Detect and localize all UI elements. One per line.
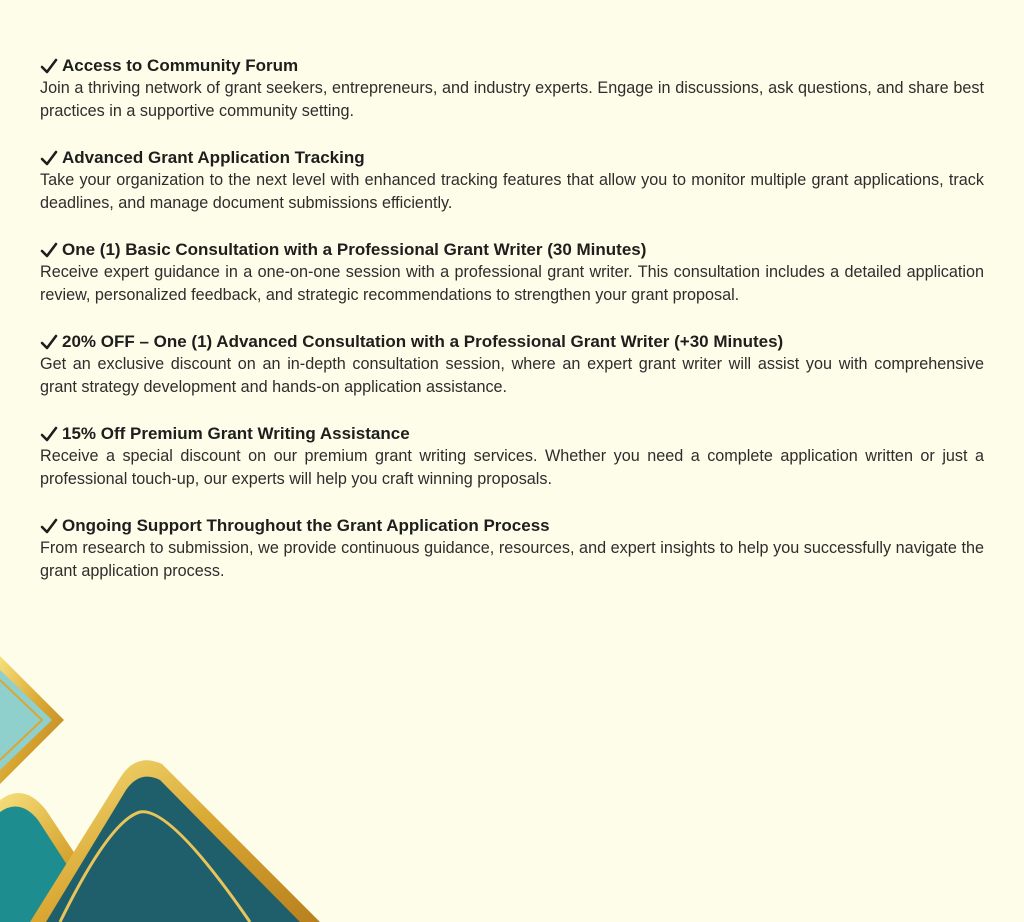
decorative-mountains (0, 640, 340, 922)
check-icon (40, 241, 58, 259)
feature-title: One (1) Basic Consultation with a Professional Grant Writer (30 Minutes) (62, 240, 647, 259)
check-icon (40, 425, 58, 443)
feature-item (40, 54, 984, 123)
feature-title: 15% Off Premium Grant Writing Assistance (62, 424, 410, 443)
feature-description: From research to submission, we provide continuous guidance, resources, and expert insights to help you successfully navigate the grant application process. (40, 539, 984, 580)
feature-item (40, 514, 984, 583)
feature-title: Advanced Grant Application Tracking (62, 148, 365, 167)
feature-title: 20% OFF – One (1) Advanced Consultation with a Professional Grant Writer (+30 Minutes) (62, 332, 784, 351)
feature-item (40, 330, 984, 399)
feature-item (40, 238, 984, 307)
feature-list (40, 54, 984, 606)
feature-description: Take your organization to the next level with enhanced tracking features that allow you to monitor multiple grant applications, track deadlines, and manage document submissions efficiently. (40, 171, 984, 212)
feature-description: Receive a special discount on our premium grant writing services. Whether you need a complete application written or just a professional touch-up, our experts will help you craft winning proposals. (40, 447, 984, 488)
feature-description: Receive expert guidance in a one-on-one session with a professional grant writer. This consultation includes a detailed application review, personalized feedback, and strategic recommendations to strengthen your grant proposal. (40, 263, 984, 304)
feature-description: Get an exclusive discount on an in-depth consultation session, where an expert grant writer will assist you with comprehensive grant strategy development and hands-on application assistance. (40, 355, 984, 396)
feature-item (40, 146, 984, 215)
feature-item (40, 422, 984, 491)
check-icon (40, 517, 58, 535)
check-icon (40, 333, 58, 351)
feature-title: Ongoing Support Throughout the Grant Application Process (62, 516, 550, 535)
check-icon (40, 57, 58, 75)
feature-title: Access to Community Forum (62, 56, 299, 75)
check-icon (40, 149, 58, 167)
feature-description: Join a thriving network of grant seekers, entrepreneurs, and industry experts. Engage in discussions, ask questions, and share best practices in a supportive community setting. (40, 79, 984, 120)
